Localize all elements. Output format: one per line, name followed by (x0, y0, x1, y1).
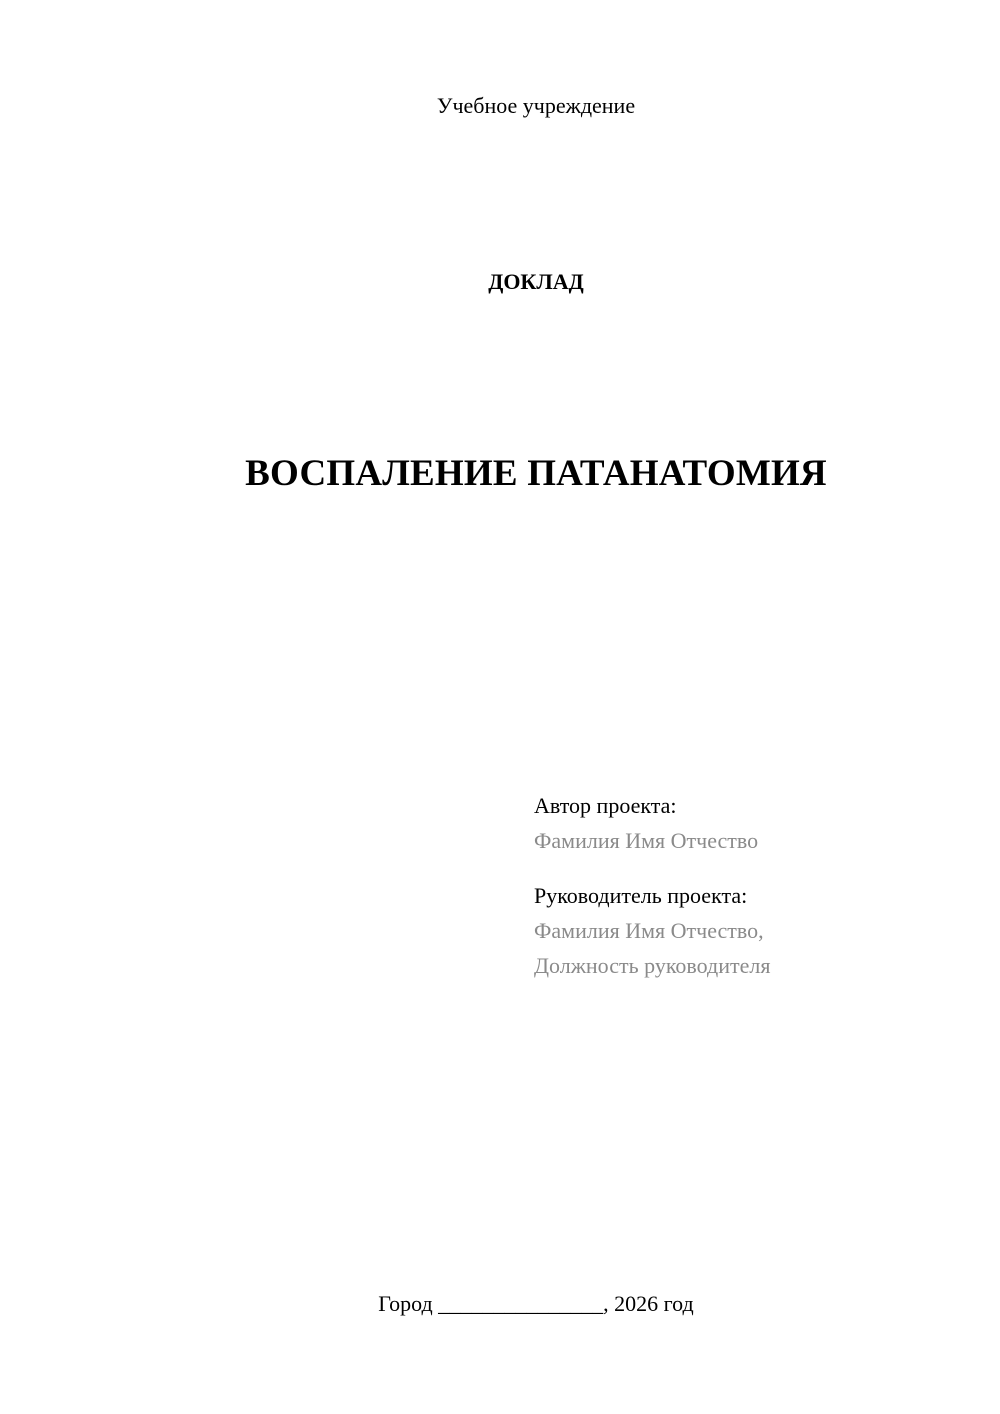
city-year-line: Город _______________, 2026 год (378, 1291, 694, 1316)
document-type: ДОКЛАД (488, 269, 584, 294)
author-name: Фамилия Имя Отчество (534, 828, 759, 853)
author-label: Автор проекта: (534, 793, 677, 818)
document-title: ВОСПАЛЕНИЕ ПАТАНАТОМИЯ (245, 453, 827, 494)
credits-block (534, 788, 974, 1003)
institution-name: Учебное учреждение (436, 93, 636, 118)
supervisor-block (534, 878, 974, 983)
supervisor-name: Фамилия Имя Отчество, (534, 918, 764, 943)
supervisor-label: Руководитель проекта: (534, 883, 748, 908)
author-block (534, 788, 974, 858)
supervisor-position: Должность руководителя (534, 953, 771, 978)
